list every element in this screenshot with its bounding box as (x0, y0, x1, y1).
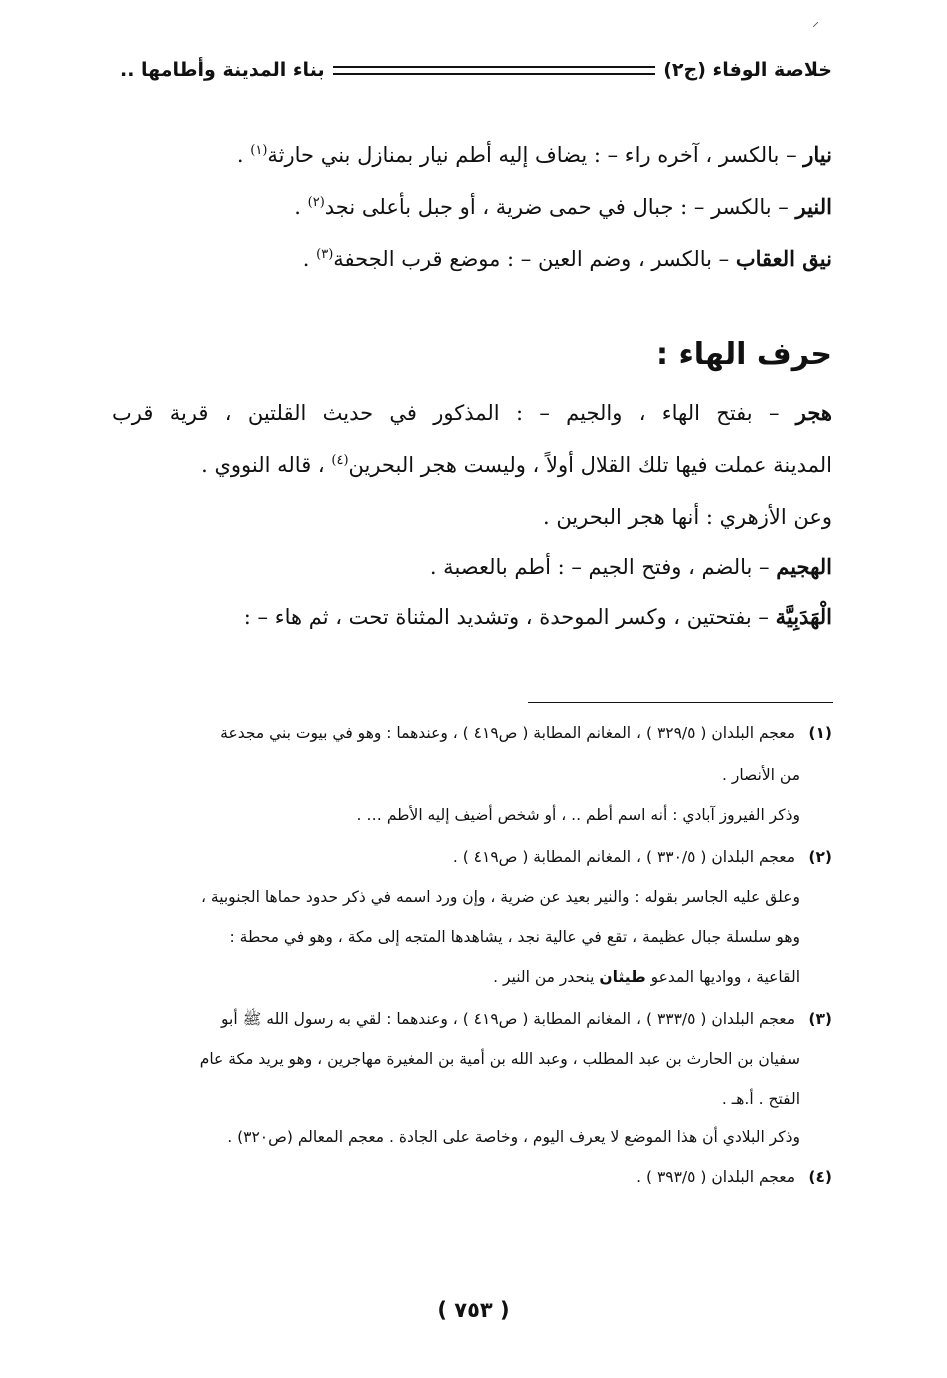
footnotes (112, 720, 832, 1220)
footnote-number: (٢) (808, 848, 832, 866)
entry-text: وعن الأزهري : أنها هجر البحرين . (542, 505, 832, 529)
header-book-title: خلاصة الوفاء (ج٢) (663, 59, 832, 81)
header-rule (333, 66, 656, 75)
footnote-text: معجم البلدان ( ٣٣٣/٥ ) ، المغانم المطابة ( ص٤١٩ ) ، وعندهما : لقي به رسول الله ﷺ أبو (221, 1010, 796, 1028)
page-number: ( ٧٥٣ ) (437, 1298, 510, 1322)
footnote-ref: (٣) (316, 247, 334, 262)
entry-tail: . (236, 143, 251, 167)
footnote-text: الفتح . أ.هـ . (721, 1090, 800, 1108)
footnote-3-line2 (200, 1046, 800, 1072)
footnote-text: القاعية ، وواديها المدعو (645, 968, 800, 986)
footnote-text: وعلق عليه الجاسر بقوله : والنير بعيد عن ضرية ، وإن ورد اسمه في ذكر حدود حماها الجنوبية ، (200, 888, 800, 906)
footnote-2-line1 (453, 844, 832, 870)
footnote-3-line4 (227, 1124, 800, 1150)
footnote-text: وذكر البلادي أن هذا الموضع لا يعرف اليوم ، وخاصة على الجادة . معجم المعالم (ص٣٢٠) . (227, 1128, 800, 1146)
entry-head: الْهَدَبِيَّة (775, 604, 832, 629)
entry-hajar-line1 (112, 398, 832, 428)
footnote-text: معجم البلدان ( ٣٣٠/٥ ) ، المغانم المطابة ( ص٤١٩ ) . (452, 848, 796, 866)
header-chapter-title: بناء المدينة وأطامها .. (120, 59, 325, 81)
entry-head: نيق العقاب (735, 246, 832, 271)
entry-al-hujaym (430, 552, 832, 582)
footnote-text: وهو سلسلة جبال عظيمة ، تقع في عالية نجد ، يشاهدها المتجه إلى مكة ، وهو في محطة : (229, 928, 800, 946)
footnote-4-line1 (636, 1164, 832, 1190)
entry-head: الهجيم (776, 554, 832, 579)
entry-text: – بفتحتين ، وكسر الموحدة ، وتشديد المثناة تحت ، ثم هاء – : (243, 605, 776, 629)
footnote-text: سفيان بن الحارث بن عبد المطلب ، وعبد الله بن أمية بن المغيرة مهاجرين ، وهو يريد مكة عام (199, 1050, 800, 1068)
footnote-number: (١) (808, 724, 832, 742)
footnote-emphasis: طيثان (599, 968, 646, 986)
footnote-ref: (٢) (307, 195, 325, 210)
footnote-text: معجم البلدان ( ٣٢٩/٥ ) ، المغانم المطابة ( ص٤١٩ ) ، وعندهما : وهو في بيوت بني مجدعة (220, 724, 796, 742)
footnote-1-line2 (722, 762, 800, 788)
footnote-2-line4 (493, 964, 800, 990)
entry-hajar-line3 (543, 502, 832, 532)
entry-al-hadabiyya (244, 602, 832, 632)
footnote-text: وذكر الفيروز آبادي : أنه اسم أطم .. ، أو شخص أضيف إليه الأطم … . (356, 806, 800, 824)
entries-nun (112, 140, 832, 270)
running-header (120, 52, 832, 88)
footnote-ref: (١) (250, 143, 268, 158)
footnote-1-line3 (357, 802, 800, 828)
entry-head: النير (795, 194, 832, 219)
entry-text: – بالكسر – : جبال في حمى ضرية ، أو جبل بأعلى نجد (324, 195, 796, 219)
footnote-text: معجم البلدان ( ٣٩٣/٥ ) . (636, 1168, 796, 1186)
footnote-number: (٤) (808, 1168, 832, 1186)
entry-tail: . (294, 195, 308, 219)
entry-text: المدينة عملت فيها تلك القلال أولاً ، وليست هجر البحرين (348, 453, 832, 477)
footnote-1-line1 (220, 720, 832, 746)
entry-text: – بالضم ، وفتح الجيم – : أطم بالعصبة . (429, 555, 777, 579)
footnote-number: (٣) (808, 1010, 832, 1028)
entry-nayyar (237, 140, 832, 170)
footnote-3-line1 (221, 1006, 832, 1032)
entry-text: ، قاله النووي . (201, 453, 332, 477)
entry-tail: . (302, 247, 317, 271)
footnote-ref: (٤) (331, 453, 349, 468)
section-ha (112, 337, 832, 640)
entry-text: – بفتح الهاء ، والجيم – : المذكور في حديث القلتين ، قرية قرب (112, 401, 796, 425)
entry-al-nayr (294, 192, 832, 222)
footnote-separator (528, 702, 833, 703)
entry-head: نيار (803, 142, 832, 167)
footnote-3-line3 (722, 1086, 800, 1112)
footnote-text: ينحدر من النير . (493, 968, 600, 986)
entry-head: هجر (795, 400, 832, 425)
footnote-2-line2 (112, 884, 800, 910)
section-title: حرف الهاء : (656, 337, 832, 372)
entry-text: – بالكسر ، وضم العين – : موضع قرب الجحفة (333, 247, 736, 271)
scan-mark: ⸝ (812, 14, 819, 30)
footnote-text: من الأنصار . (722, 766, 800, 784)
footnote-2-line3 (112, 924, 800, 950)
entry-hajar-line2 (201, 450, 832, 480)
entry-nayq-al-uqab (303, 244, 832, 274)
entry-text: – بالكسر ، آخره راء – : يضاف إليه أطم نيار بمنازل بني حارثة (267, 143, 804, 167)
